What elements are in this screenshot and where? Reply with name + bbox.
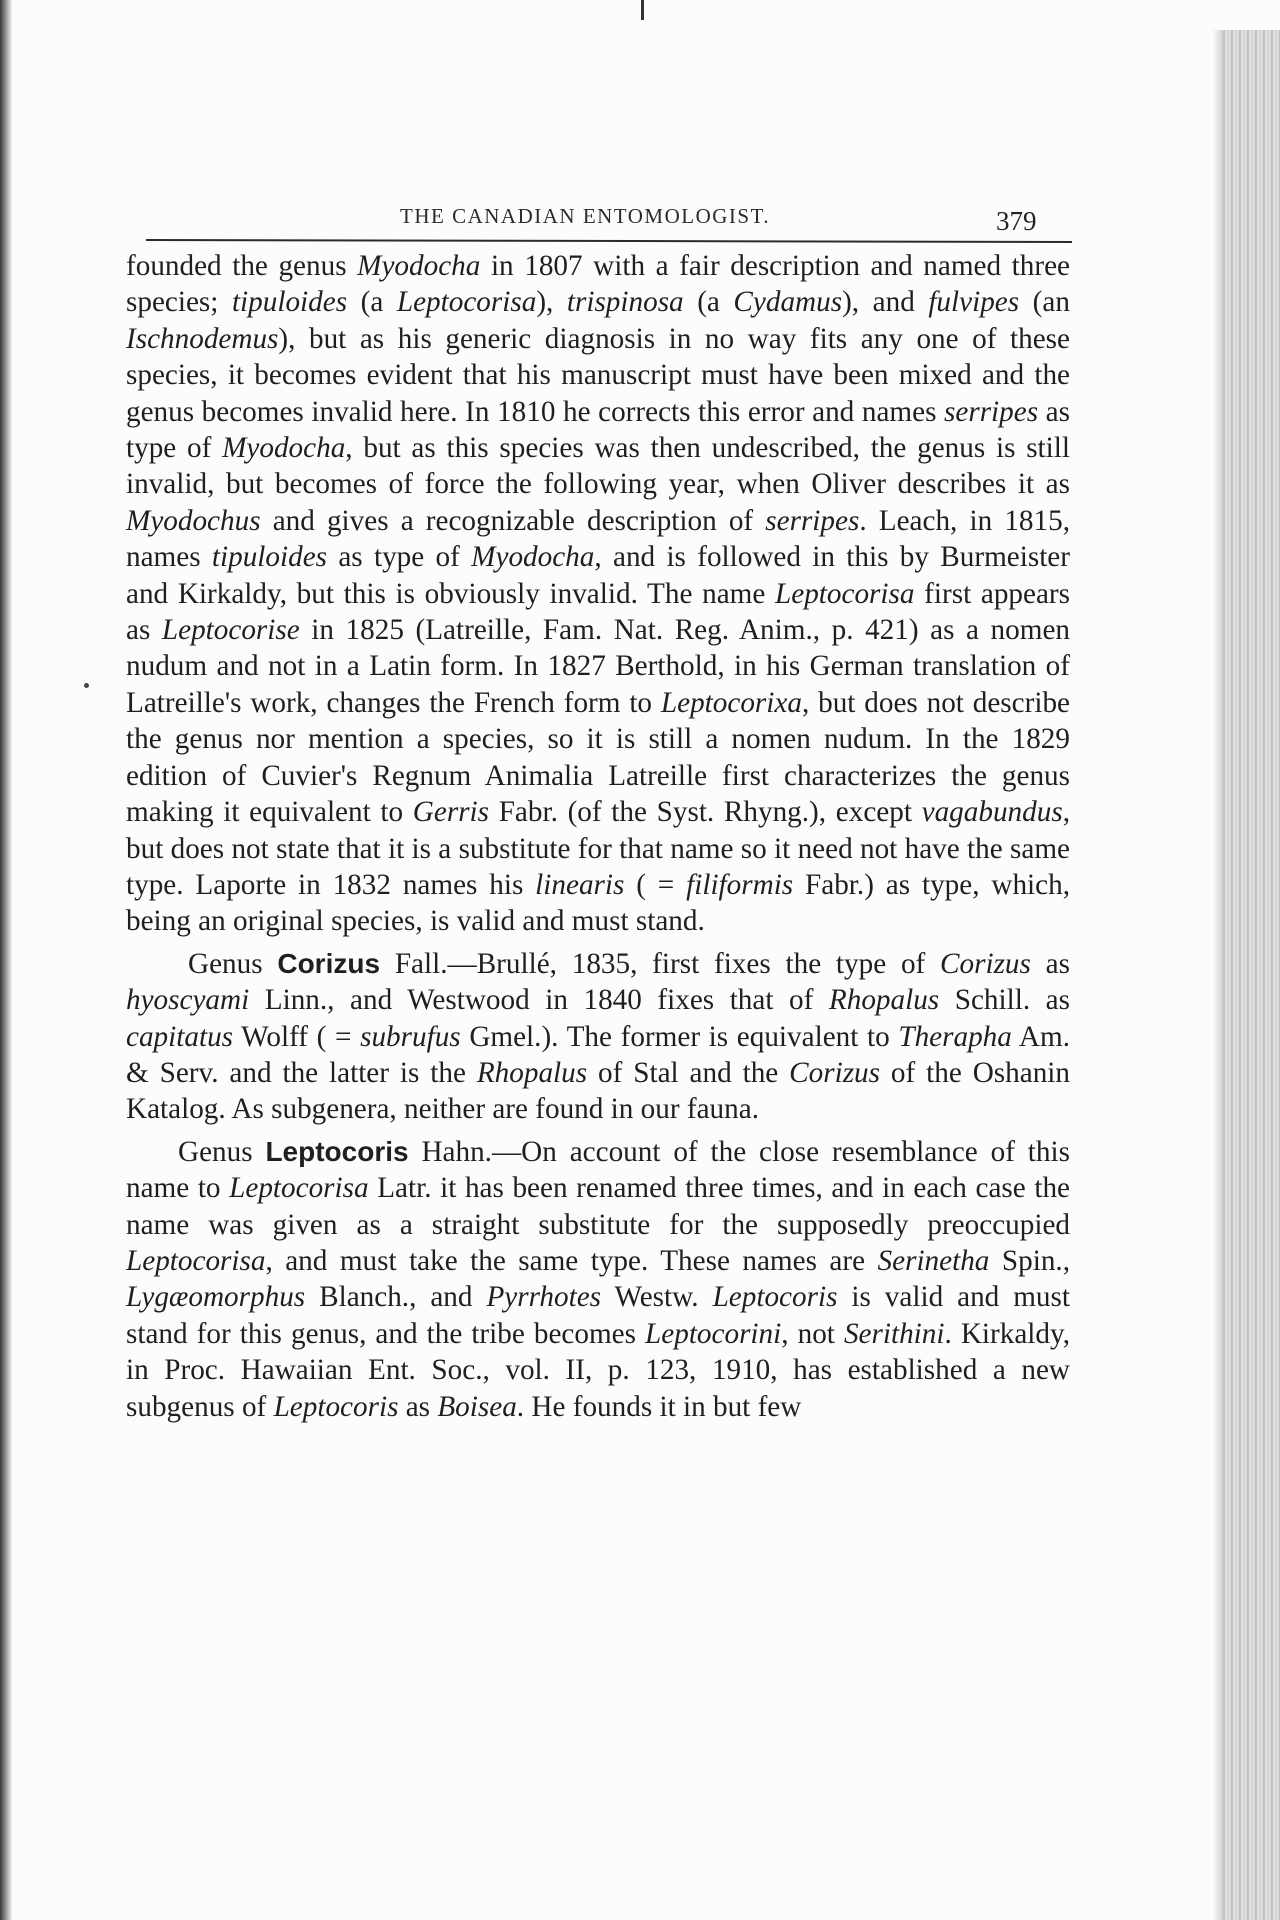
text-run: . Kirkaldy, in Proc. Hawaiian Ent. Soc., vol. II, p. 123, 1910, has established a new subgenus of [126,1317,1071,1423]
italic-term: Corizus [789,1056,881,1089]
text-run: (a [683,286,734,319]
text-run: as [398,1390,438,1423]
paragraph-genus-corizus [126,946,1070,1128]
text-run: Spin., [989,1244,1071,1277]
italic-term: Leptocorisa [396,286,537,319]
italic-term: hyoscyami [126,984,250,1017]
text-run: Westw. [601,1281,713,1314]
text-run: , and is followed in this by Burmeister and Kirkaldy, but this is obviously invalid. The name [126,541,1070,610]
italic-term: filiformis [686,868,794,901]
page-stack-edge [1222,30,1280,1920]
italic-term: Leptocorisa [126,1244,266,1277]
text-run: Schill. as [939,984,1070,1017]
text-run: Linn., and Westwood in 1840 fixes that of [249,984,829,1017]
text-run: Am. & Serv. and the latter is the [126,1020,1070,1089]
italic-term: tipuloides [231,286,348,319]
italic-term: Corizus [940,947,1031,980]
italic-term: trispinosa [566,286,684,319]
text-run: Hahn.—On account of the close resemblance of this name to [126,1135,1070,1205]
italic-term: Leptocorisa [229,1172,369,1205]
paragraph-genus-leptocoris [126,1134,1070,1425]
text-run: , and must take the same type. These names are [265,1244,878,1277]
text-run: Fabr.) as type, which, being an original species, is valid and must stand. [126,868,1070,938]
running-title: THE CANADIAN ENTOMOLOGIST. [400,204,771,228]
scan-mark [641,0,644,20]
italic-term: Myodocha [471,541,595,574]
italic-term: Myodochus [126,504,261,537]
italic-term: Ischnodemus [126,322,279,355]
text-run: as type of [327,541,472,574]
italic-term: linearis [535,868,625,901]
text-run: as type of [126,395,1070,465]
italic-term: Leptocorixa [660,686,802,719]
text-run: ), and [842,286,929,319]
text-run: , not [781,1317,844,1350]
italic-term: Cydamus [733,286,843,319]
italic-term: Rhopalus [476,1056,588,1089]
italic-term: Therapha [898,1020,1012,1053]
italic-term: Lygæomorphus [126,1281,306,1314]
text-run: Fabr. (of the Syst. Rhyng.), except [489,796,922,829]
italic-term: vagabundus [921,796,1063,829]
text-run: in 1807 with a fair description and named three species; [126,250,1070,319]
italic-term: Rhopalus [828,984,940,1017]
text-run: ( = [624,868,687,901]
text-run: . Leach, in 1815, names [126,504,1070,574]
text-run: , but as this species was then undescribed, the genus is still invalid, but becomes of force the following year, when Oliver describes it as [126,432,1070,501]
italic-term: fulvipes [928,286,1020,319]
italic-term: Leptocorini [645,1317,782,1350]
text-run: first appears as [126,577,1070,647]
text-run: , but does not describe the genus nor mention a species, so it is still a nomen nudum. In the 1829 edition of Cuvier's Regnum Animalia Latreille first characterizes the genus making it equivalent to [126,686,1070,829]
text-run: . He founds it in but few [516,1390,802,1423]
text-run: ), [536,286,567,319]
italic-term: Myodocha [222,432,346,465]
italic-term: Leptocoris [712,1281,838,1314]
italic-term: Leptocorise [161,614,300,647]
text-run: ), but as his generic diagnosis in no way fits any one of these species, it becomes evident that his manuscript must have been mixed and the genus becomes invalid here. In 1810 he corrects this error and names [126,322,1070,428]
text-run: in 1825 (Latreille, Fam. Nat. Reg. Anim., p. 421) as a nomen nudum and not in a Latin form. In 1827 Berthold, in his German translation of Latreille's work, changes the French form to [126,614,1070,719]
paragraph-continued [126,248,1070,940]
italic-term: Pyrrhotes [486,1281,602,1314]
text-run: of Stal and the [587,1056,790,1089]
italic-term: serripes [944,395,1039,428]
italic-term: tipuloides [211,541,328,574]
italic-term: Serinetha [877,1244,990,1277]
genus-heading: Leptocoris [265,1135,409,1167]
margin-dot [84,683,89,688]
italic-term: Serithini [843,1317,945,1350]
text-run: Wolff ( = [233,1020,361,1053]
text-run: of the Oshanin Katalog. As subgenera, neither are found in our fauna. [126,1056,1070,1126]
italic-term: Leptocoris [273,1390,399,1423]
text-run: (a [347,286,397,319]
text-run: Fall.—Brullé, 1835, first fixes the type of [380,947,941,980]
text-run: as [1030,947,1070,980]
text-run: (an [1019,286,1070,319]
italic-term: Boisea [437,1390,517,1423]
text-run: , but does not state that it is a substitute for that name so it need not have the same type. Laporte in 1832 names his [126,796,1070,901]
text-run: Gmel.). The former is equivalent to [460,1020,899,1053]
italic-term: Gerris [412,796,490,829]
italic-term: Myodocha [357,250,481,282]
body-text [126,248,1070,1425]
italic-term: Leptocorisa [775,577,915,610]
text-run: Genus [178,1135,266,1168]
text-run: Latr. it has been renamed three times, and in each case the name was given as a straight substitute for the supposedly preoccupied [126,1172,1070,1241]
header-rule [146,239,1072,243]
text-run: founded the genus [126,250,358,282]
text-run: Blanch., and [305,1281,487,1314]
italic-term: serripes [765,504,860,537]
text-run: Genus [188,947,278,980]
page-edge-shadow [1212,30,1222,1920]
italic-term: capitatus [126,1020,234,1053]
italic-term: subrufus [360,1020,461,1053]
page-number: 379 [996,206,1037,236]
genus-heading: Corizus [277,947,381,979]
text-run: and gives a recognizable description of [260,504,766,537]
text-run: is valid and must stand for this genus, and the tribe becomes [126,1281,1070,1350]
page-gutter-shadow [0,0,12,1920]
